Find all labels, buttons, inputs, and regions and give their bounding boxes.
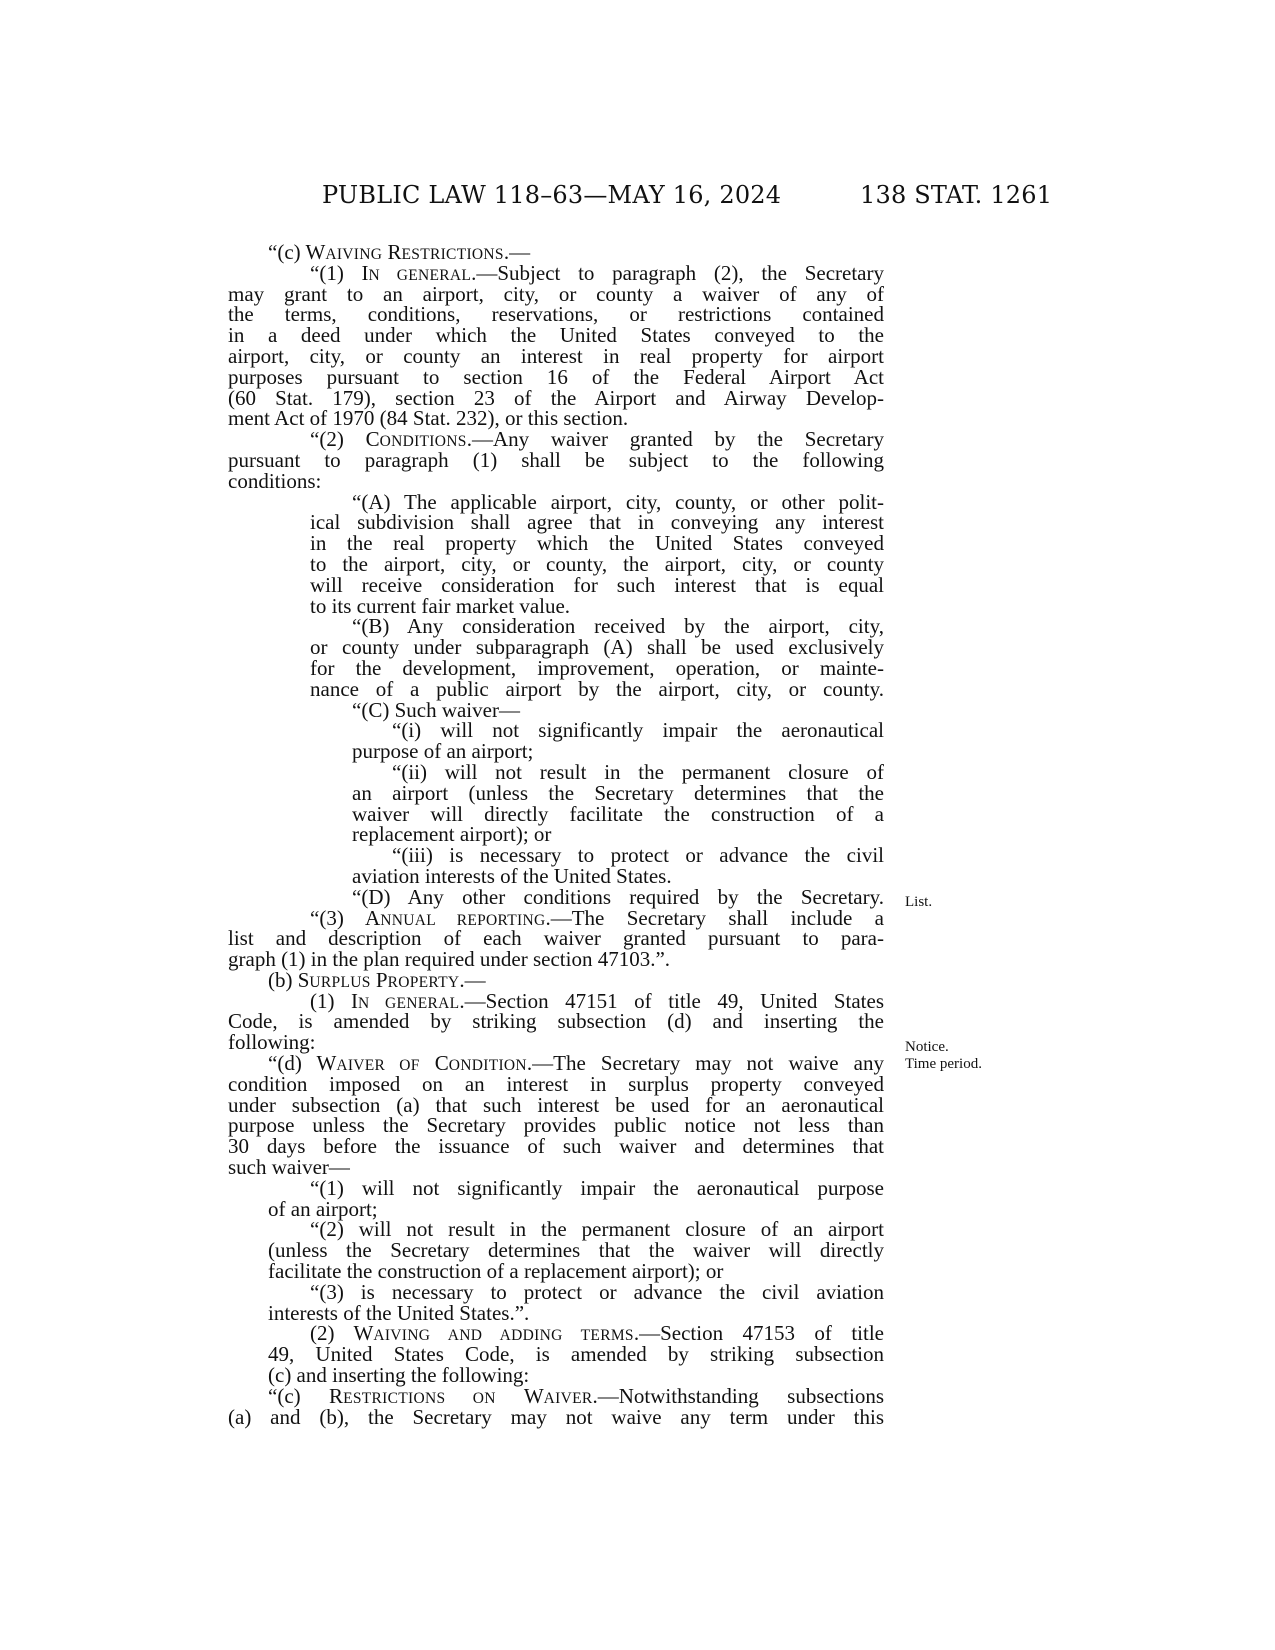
text-run: to its current fair market value. [310, 593, 571, 618]
small-caps-heading: ROPERTY [387, 973, 460, 991]
text-run: .—The Secretary may not waive any [526, 1051, 885, 1076]
text-run: (unless the Secretary determines that the waiver will directly [268, 1238, 884, 1263]
text-run: aviation interests of the United States. [352, 863, 672, 888]
text-run: in the real property which the United States conveyed [310, 531, 884, 556]
text-line [228, 801, 884, 826]
small-caps-heading: AIVING [325, 246, 383, 263]
text-line [228, 741, 884, 762]
text-line [228, 1136, 884, 1157]
text-run: purpose of an airport; [352, 739, 534, 764]
text-line [228, 1011, 884, 1032]
text-line [228, 468, 884, 493]
text-run: replacement airport); or [352, 822, 552, 847]
text-run: under subsection (a) that such interest be used for an aeronautical [228, 1092, 884, 1117]
text-run: .— [503, 240, 531, 264]
text-run: “(c) W [268, 240, 326, 264]
text-run: .—Any waiver granted by the Secretary [466, 427, 884, 452]
small-caps-heading: ONDITION [448, 1057, 527, 1075]
text-run: “(D) Any other conditions required by the Secretary. [352, 884, 884, 909]
text-line [228, 863, 884, 888]
text-line [228, 260, 884, 285]
text-line [228, 824, 884, 845]
text-line [228, 447, 884, 472]
text-run: .—Subject to paragraph (2), the Secretary [471, 260, 884, 285]
text-run: airport, city, or county an interest in real property for airport [228, 343, 884, 368]
text-run: “(c) R [268, 1383, 344, 1408]
text-line [228, 1196, 884, 1221]
text-run: following: [228, 1030, 316, 1055]
text-line [228, 655, 884, 680]
text-run: interests of the United States.”. [268, 1300, 530, 1325]
small-caps-heading: AIVING AND ADDING TERMS [373, 1327, 634, 1345]
text-line [228, 928, 884, 949]
text-line [228, 1092, 884, 1117]
text-run: 49, United States Code, is amended by striking subsection [268, 1342, 884, 1367]
text-run: such waiver— [228, 1155, 350, 1180]
text-run: facilitate the construction of a replacement airport); or [268, 1259, 724, 1284]
text-line [228, 325, 884, 346]
text-run: “(3) is necessary to protect or advance the civil aviation [310, 1279, 884, 1304]
small-caps-heading: URPLUS [309, 973, 371, 991]
text-run: “(1) will not significantly impair the aeronautical purpose [310, 1175, 884, 1200]
text-run: to the airport, city, or county, the airport, city, or county [310, 551, 884, 576]
text-run: waiver will directly facilitate the construction of a [352, 801, 884, 826]
text-run: “(iii) is necessary to protect or advance the civil [392, 843, 884, 868]
text-line [228, 905, 884, 930]
text-run: list and description of each waiver granted pursuant to para- [228, 926, 884, 951]
text-run: “(d) W [268, 1051, 337, 1076]
text-line [228, 1261, 884, 1282]
text-line [228, 720, 884, 741]
small-caps-heading: AIVER OF [336, 1057, 420, 1075]
text-run: .—Section 47151 of title 49, United States [459, 988, 885, 1013]
text-run: “(B) Any consideration received by the airport, city, [352, 614, 884, 639]
small-caps-heading: N GENERAL [368, 266, 472, 284]
small-caps-heading: ESTRICTIONS [401, 246, 504, 263]
text-run: pursuant to paragraph (1) shall be subject to the following [228, 447, 884, 472]
text-line [228, 512, 884, 533]
text-run: or county under subparagraph (A) shall be used exclusively [310, 635, 884, 660]
text-run: “(A) The applicable airport, city, county, or other polit- [352, 489, 884, 514]
text-line [228, 1383, 885, 1408]
margin-note: Notice. [905, 1039, 949, 1056]
text-run: (60 Stat. 179), section 23 of the Airport and Airway Develop- [228, 385, 884, 410]
text-run: graph (1) in the plan required under section 47103.”. [228, 947, 671, 972]
text-run: (a) and (b), the Secretary may not waive any term under this [228, 1404, 884, 1429]
text-line [228, 1365, 884, 1386]
small-caps-heading: ESTRICTIONS ON [343, 1389, 496, 1407]
text-run: “(2) C [310, 427, 380, 452]
text-run: P [370, 967, 388, 992]
text-run: 30 days before the issuance of such waiver and determines that [228, 1134, 884, 1159]
text-run: condition imposed on an interest in surplus property conveyed [228, 1071, 884, 1096]
text-line [228, 949, 884, 970]
text-line [228, 343, 884, 368]
text-run: may grant to an airport, city, or county a waiver of any of [228, 281, 884, 306]
text-run: Code, is amended by striking subsection (d) and inserting the [228, 1009, 884, 1034]
text-line [228, 676, 884, 701]
margin-note: List. [905, 893, 933, 910]
text-run: nance of a public airport by the airport, city, or county. [310, 676, 884, 701]
text-run: in a deed under which the United States conveyed to the [228, 323, 884, 348]
text-run: “(3) A [310, 905, 381, 930]
small-caps-heading: N GENERAL [358, 994, 460, 1012]
text-run: .—Notwithstanding subsections [592, 1383, 885, 1408]
small-caps-heading: AIVER [543, 1389, 593, 1407]
running-head-page-number: 138 STAT. 1261 [860, 181, 1053, 209]
text-line [228, 385, 884, 410]
text-line [228, 408, 884, 429]
text-run: will receive consideration for such interest that is equal [310, 572, 884, 597]
text-run: (b) S [268, 967, 310, 992]
text-run: .— [459, 967, 486, 992]
small-caps-heading: ONDITIONS [379, 433, 467, 451]
text-line [228, 616, 884, 637]
text-line [228, 780, 884, 805]
text-line [228, 304, 884, 325]
text-line [228, 242, 884, 263]
text-run: an airport (unless the Secretary determines that the [352, 780, 884, 805]
text-run: R [382, 240, 402, 264]
text-line [228, 551, 884, 576]
text-line [228, 1240, 884, 1261]
margin-note: Time period. [905, 1056, 982, 1072]
text-line [228, 1053, 884, 1074]
text-line [228, 967, 884, 992]
text-run: ical subdivision shall agree that in conveying any interest [310, 510, 884, 535]
text-line [228, 1323, 884, 1344]
text-run: purpose unless the Secretary provides public notice not less than [228, 1113, 884, 1138]
statute-body-text [228, 242, 884, 1427]
text-line [228, 489, 884, 514]
text-line [228, 637, 884, 658]
text-run: “(i) will not significantly impair the aeronautical [392, 718, 884, 743]
text-line [228, 1071, 884, 1096]
text-line [228, 845, 884, 866]
text-line [228, 1300, 884, 1325]
text-run: “(ii) will not result in the permanent closure of [392, 759, 884, 784]
text-line [228, 281, 884, 306]
text-run: of an airport; [268, 1196, 378, 1221]
text-line [228, 1157, 884, 1178]
text-run: purposes pursuant to section 16 of the Federal Airport Act [228, 364, 884, 389]
text-line [228, 1404, 884, 1429]
text-run: W [495, 1383, 544, 1408]
text-line [228, 533, 884, 554]
text-line [228, 429, 884, 450]
text-run: for the development, improvement, operation, or mainte- [310, 655, 884, 680]
text-run: ment Act of 1970 (84 Stat. 232), or this section. [228, 406, 629, 431]
text-run: the terms, conditions, reservations, or restrictions contained [228, 302, 884, 327]
text-line [228, 1175, 884, 1200]
small-caps-heading: NNUAL REPORTING [380, 911, 546, 929]
text-line [228, 593, 884, 618]
text-line [228, 1344, 884, 1365]
text-run: C [419, 1051, 449, 1076]
text-line [228, 572, 884, 597]
text-run: conditions: [228, 468, 322, 493]
text-line [228, 364, 884, 389]
text-run: .—Section 47153 of title [633, 1321, 884, 1346]
text-line [228, 988, 885, 1013]
text-line [228, 1115, 884, 1136]
text-line [228, 697, 884, 722]
text-run: “(1) I [310, 260, 369, 285]
text-line [228, 1032, 884, 1053]
text-run: (1) I [310, 988, 359, 1013]
text-run: (c) and inserting the following: [268, 1363, 530, 1388]
text-run: “(C) Such waiver— [352, 697, 520, 722]
text-line [228, 884, 884, 909]
text-run: “(2) will not result in the permanent closure of an airport [310, 1217, 884, 1242]
text-run: (2) W [310, 1321, 374, 1346]
text-line [228, 1279, 884, 1304]
running-head-title: PUBLIC LAW 118–63—MAY 16, 2024 [322, 181, 782, 209]
text-run: .—The Secretary shall include a [545, 905, 884, 930]
text-line [228, 1219, 884, 1240]
text-line [228, 759, 884, 784]
